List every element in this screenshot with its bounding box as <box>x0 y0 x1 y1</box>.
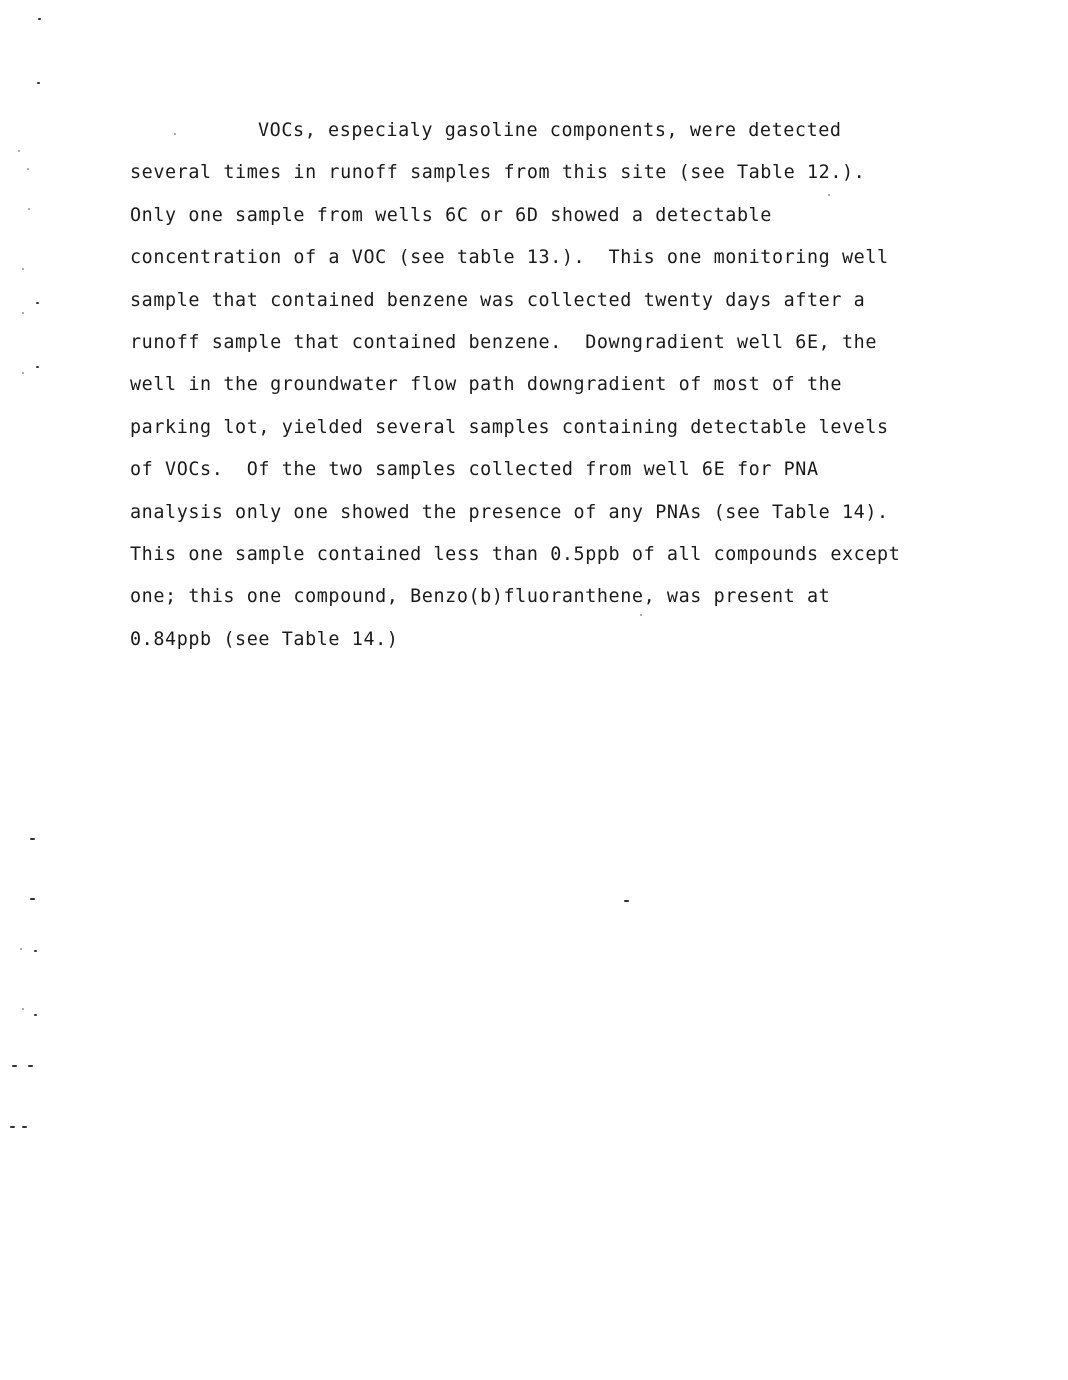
scan-speck <box>22 268 24 270</box>
scan-speck <box>18 150 20 152</box>
scan-speck <box>20 948 22 950</box>
scan-speck <box>28 208 30 210</box>
scan-speck <box>22 1126 27 1128</box>
paragraph-line: This one sample contained less than 0.5ppb of all compounds except <box>130 543 901 565</box>
paragraph-line: concentration of a VOC (see table 13.). This one monitoring well <box>130 247 889 269</box>
scan-speck <box>34 1014 37 1016</box>
paragraph-line: several times in runoff samples from this site (see Table 12.). <box>130 162 866 184</box>
paragraph <box>130 110 1000 661</box>
paragraph-line: of VOCs. Of the two samples collected from well 6E for PNA <box>130 459 819 481</box>
paragraph-line: one; this one compound, Benzo(b)fluoranthene, was present at <box>130 586 831 608</box>
paragraph-line: VOCs, especialy gasoline components, were detected <box>258 120 842 141</box>
scan-speck <box>36 366 39 368</box>
scan-speck <box>12 1065 17 1067</box>
scan-speck <box>37 82 40 84</box>
paragraph-line: 0.84ppb (see Table 14.) <box>130 628 399 650</box>
scan-speck <box>36 302 39 304</box>
scan-speck <box>22 372 24 374</box>
scan-speck <box>22 1008 24 1010</box>
paragraph-line: well in the groundwater flow path downgradient of most of the <box>130 374 842 396</box>
paragraph-line: sample that contained benzene was collected twenty days after a <box>130 289 866 311</box>
scan-speck <box>34 950 37 952</box>
paragraph-line: parking lot, yielded several samples containing detectable levels <box>130 416 889 438</box>
scan-speck <box>22 312 24 314</box>
paragraph-line: Only one sample from wells 6C or 6D showed a detectable <box>130 204 772 226</box>
paragraph-line: runoff sample that contained benzene. Downgradient well 6E, the <box>130 331 878 353</box>
scan-speck <box>30 838 35 840</box>
scan-speck <box>27 168 29 170</box>
scan-speck <box>10 1126 15 1128</box>
scan-speck <box>624 900 629 902</box>
paragraph-line: analysis only one showed the presence of any PNAs (see Table 14). <box>130 501 889 523</box>
scan-speck <box>28 1065 33 1067</box>
scan-speck <box>38 18 41 20</box>
scan-speck <box>30 898 35 900</box>
